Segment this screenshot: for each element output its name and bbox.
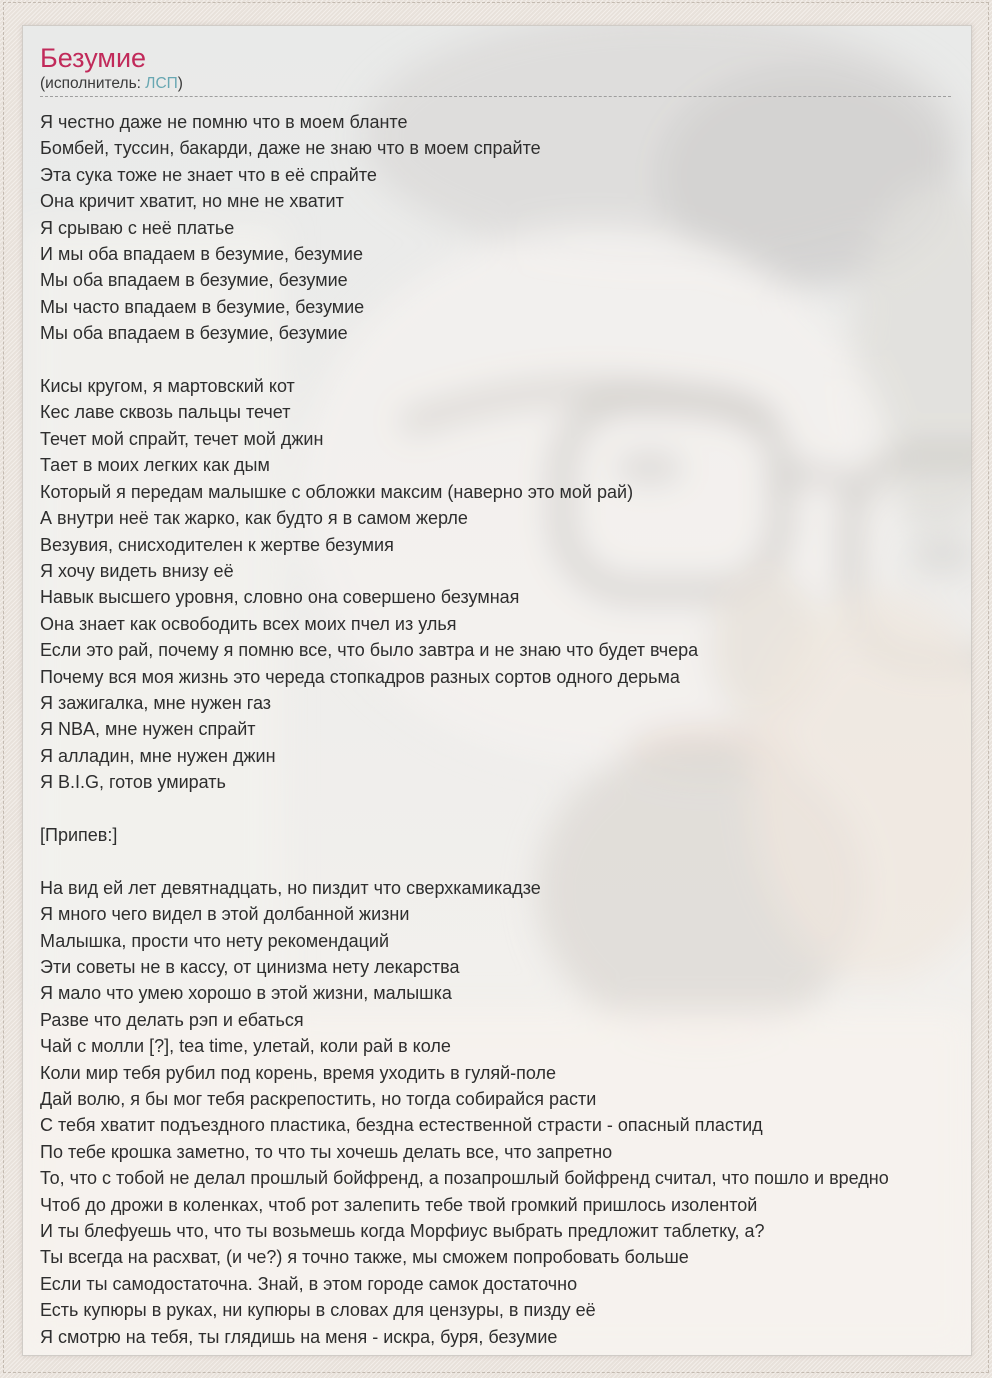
lyric-line: А внутри неё так жарко, как будто я в самом жерле <box>40 508 468 529</box>
lyric-line: Кес лаве сквозь пальцы течет <box>40 402 291 423</box>
lyric-line: Бомбей, туссин, бакарди, даже не знаю что в моем спрайте <box>40 138 541 159</box>
lyric-line: Я мало что умею хорошо в этой жизни, малышка <box>40 983 452 1004</box>
lyric-line: Чай с молли [?], tea time, улетай, коли рай в коле <box>40 1036 451 1057</box>
lyric-line: Эта сука тоже не знает что в её спрайте <box>40 164 377 185</box>
artist-label-suffix: ) <box>177 75 183 92</box>
lyric-line: Я алладин, мне нужен джин <box>40 745 276 766</box>
lyric-line <box>40 848 992 874</box>
artist-line <box>40 74 992 93</box>
lyric-line: По тебе крошка заметно, то что ты хочешь делать все, что запретно <box>40 1141 613 1162</box>
lyric-line: Эти советы не в кассу, от цинизма нету лекарства <box>40 957 460 977</box>
lyric-line: Я NBA, мне нужен спрайт <box>40 719 256 740</box>
lyric-line: Я B.I.G, готов умирать <box>40 772 226 793</box>
lyric-line: Она знает как освободить всех моих пчел из улья <box>40 613 457 634</box>
lyric-line: И ты блефуешь что, что ты возьмешь когда Морфиус выбрать предложит таблетку, а? <box>40 1221 765 1242</box>
artist-link[interactable]: ЛСП <box>145 75 178 92</box>
lyric-line: И мы оба впадаем в безумие, безумие <box>40 244 363 265</box>
lyric-line <box>40 796 992 822</box>
dotted-separator <box>40 96 951 97</box>
lyric-line: Мы часто впадаем в безумие, безумие <box>40 296 365 317</box>
lyric-line: Я срываю с неё платье <box>40 217 235 238</box>
lyric-line: Чтоб до дрожи в коленках, чтоб рот залепить тебе твой громкий пришлось изолентой <box>40 1194 758 1215</box>
lyric-line: Почему вся моя жизнь это череда стопкадров разных сортов одного дерьма <box>40 666 680 687</box>
lyric-line: Я смотрю на тебя, ты глядишь на меня - искра, буря, безумие <box>40 1326 558 1347</box>
lyric-line: Навык высшего уровня, словно она совершено безумная <box>40 587 520 608</box>
lyric-line: Кисы кругом, я мартовский кот <box>40 376 295 397</box>
lyric-line: Течет мой спрайт, течет мой джин <box>40 428 324 449</box>
lyric-line: С тебя хватит подъездного пластика, бездна естественной страсти - опасный пластид <box>40 1115 763 1136</box>
lyric-line: Коли мир тебя рубил под корень, время уходить в гуляй-поле <box>40 1062 556 1083</box>
lyrics-block <box>40 109 992 1350</box>
lyric-line: Если это рай, почему я помню все, что было завтра и не знаю что будет вчера <box>40 640 699 661</box>
lyric-line: Я зажигалка, мне нужен газ <box>40 692 272 713</box>
lyric-line: Тает в моих легких как дым <box>40 455 270 476</box>
lyric-line: То, что с тобой не делал прошлый бойфренд, а позапрошлый бойфренд считал, что пошло и вредно <box>40 1168 889 1189</box>
lyric-line: Она кричит хватит, но мне не хватит <box>40 191 344 212</box>
lyric-line: Который я передам малышке с обложки максим (наверно это мой рай) <box>40 481 634 502</box>
lyric-line <box>40 347 992 373</box>
lyric-line: Малышка, прости что нету рекомендаций <box>40 930 390 951</box>
lyric-line: Везувия, снисходителен к жертве безумия <box>40 534 394 555</box>
artist-label-prefix: (исполнитель: <box>40 75 146 92</box>
lyric-line: Я честно даже не помню что в моем бланте <box>40 112 408 132</box>
lyric-line: На вид ей лет девятнадцать, но пиздит что сверхкамикадзе <box>40 877 541 898</box>
lyric-line: Разве что делать рэп и ебаться <box>40 1009 304 1030</box>
content-area <box>40 44 992 1350</box>
lyric-line: Есть купюры в руках, ни купюры в словах для цензуры, в пизду её <box>40 1300 596 1321</box>
lyric-line: Если ты самодостаточна. Знай, в этом городе самок достаточно <box>40 1273 578 1294</box>
lyric-line: Дай волю, я бы мог тебя раскрепостить, но тогда собирайся расти <box>40 1089 597 1110</box>
lyric-line: Мы оба впадаем в безумие, безумие <box>40 270 348 291</box>
song-title: Безумие <box>40 43 147 73</box>
lyric-line: Я хочу видеть внизу её <box>40 560 234 581</box>
lyric-line: Ты всегда на расхват, (и че?) я точно также, мы сможем попробовать больше <box>40 1247 689 1268</box>
lyric-line: Мы оба впадаем в безумие, безумие <box>40 323 348 344</box>
lyric-line: [Припев:] <box>40 824 118 845</box>
lyric-line: Я много чего видел в этой долбанной жизни <box>40 904 410 925</box>
